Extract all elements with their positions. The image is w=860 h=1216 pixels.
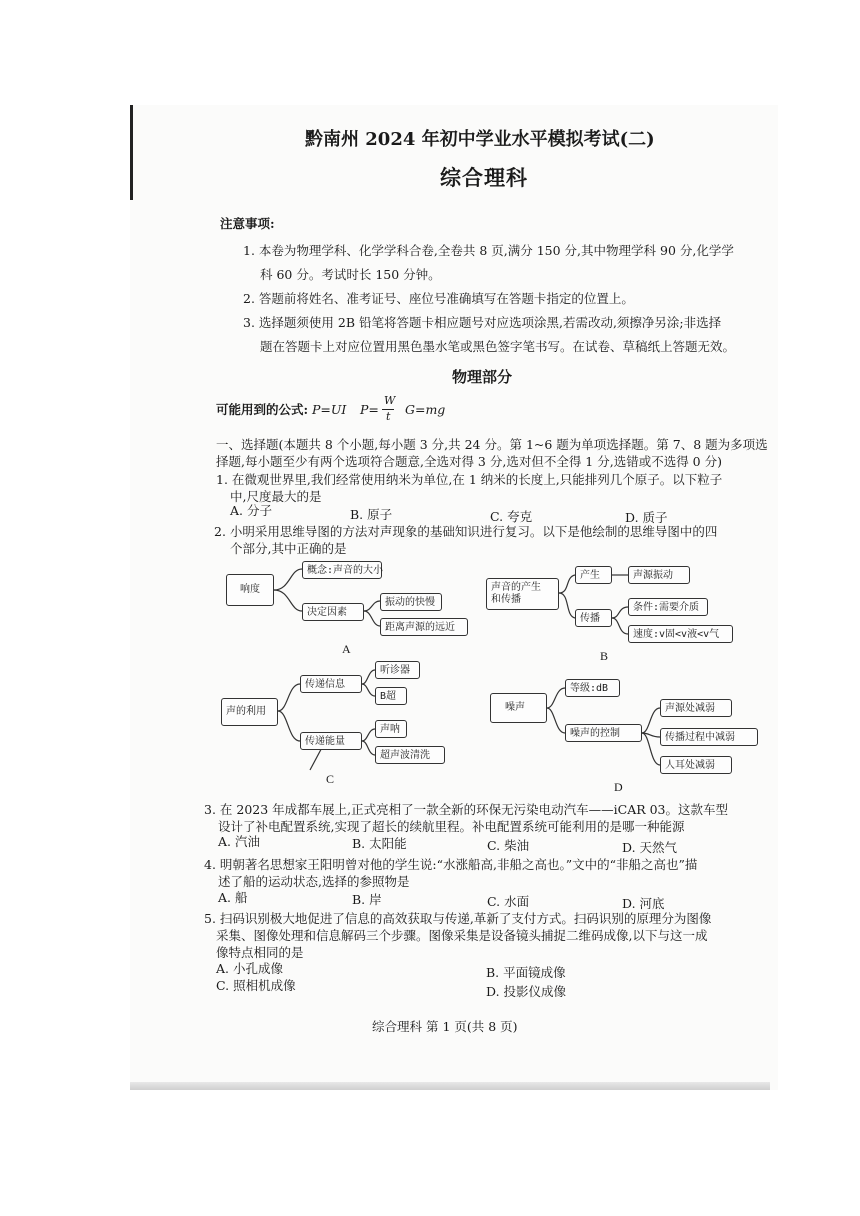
formula-gravity: G=mg bbox=[405, 402, 446, 417]
q2-stem: 个部分,其中正确的是 bbox=[230, 541, 347, 556]
q2-stem: 2. 小明采用思维导图的方法对声现象的基础知识进行复习。以下是他绘制的思维导图中的四 bbox=[214, 524, 718, 539]
mindmap-a-node: 振动的快慢 bbox=[380, 593, 442, 611]
mindmap-c-node: 传递能量 bbox=[300, 732, 362, 750]
mindmap-c-node: 传递信息 bbox=[300, 675, 362, 693]
mindmap-b-label: B bbox=[600, 649, 609, 663]
mindmap-b-node: 速度:v固<v液<v气 bbox=[628, 625, 733, 643]
mindmap-d-node: 等级:dB bbox=[565, 679, 620, 697]
q5-option-d: D. 投影仪成像 bbox=[486, 984, 567, 999]
subject-title: 综合理科 bbox=[440, 165, 528, 190]
note-line: 2. 答题前将姓名、准考证号、座位号准确填写在答题卡指定的位置上。 bbox=[243, 291, 634, 306]
mindmap-a-root: 响度 bbox=[226, 574, 274, 606]
mindmap-d-root: 噪声 bbox=[490, 693, 547, 723]
q3-option-d: D. 天然气 bbox=[622, 840, 678, 855]
q1-option-a: A. 分子 bbox=[230, 503, 272, 518]
mindmap-b-node: 声源振动 bbox=[628, 566, 690, 584]
q1-option-c: C. 夸克 bbox=[490, 509, 533, 524]
mindmap-c-node: B超 bbox=[375, 687, 407, 705]
q5-option-a: A. 小孔成像 bbox=[216, 961, 283, 976]
q3-option-a: A. 汽油 bbox=[218, 834, 260, 849]
mindmap-b-root-line: 声音的产生 bbox=[491, 582, 541, 593]
mindmap-c-node: 超声波清洗 bbox=[375, 746, 445, 764]
note-line: 1. 本卷为物理学科、化学学科合卷,全卷共 8 页,满分 150 分,其中物理学科 90 分,化学学 bbox=[243, 243, 734, 258]
q5-stem: 像特点相同的是 bbox=[216, 945, 304, 960]
mindmap-d-node: 人耳处减弱 bbox=[660, 756, 732, 774]
note-line: 3. 选择题须使用 2B 铅笔将答题卡相应题号对应选项涂黑,若需改动,须擦净另涂;非选择 bbox=[243, 315, 722, 330]
q4-option-d: D. 河底 bbox=[622, 896, 665, 911]
mindmap-a-node: 距离声源的远近 bbox=[380, 618, 468, 636]
q5-option-c: C. 照相机成像 bbox=[216, 978, 296, 993]
mindmap-b-node: 传播 bbox=[575, 609, 612, 627]
formula-numerator: W bbox=[384, 394, 396, 407]
formula-denominator: t bbox=[386, 410, 391, 423]
mindmap-b-node: 条件:需要介质 bbox=[628, 598, 708, 616]
q4-option-c: C. 水面 bbox=[487, 894, 530, 909]
q4-stem: 述了船的运动状态,选择的参照物是 bbox=[218, 874, 410, 889]
q5-stem: 5. 扫码识别极大地促进了信息的高效获取与传递,革新了支付方式。扫码识别的原理分为图像 bbox=[204, 911, 712, 926]
q5-option-b: B. 平面镜成像 bbox=[486, 965, 566, 980]
mindmap-b-root-line: 和传播 bbox=[491, 594, 521, 605]
q1-stem: 1. 在微观世界里,我们经常使用纳米为单位,在 1 纳米的长度上,只能排列几个原子。以下粒子 bbox=[216, 472, 723, 487]
formula-power-work-lhs: P= bbox=[360, 402, 379, 417]
note-line: 题在答题卡上对应位置用黑色墨水笔或黑色签字笔书写。在试卷、草稿纸上答题无效。 bbox=[260, 339, 736, 354]
mindmap-a-node: 概念:声音的大小 bbox=[302, 561, 382, 579]
mindmap-c-node: 声呐 bbox=[375, 720, 407, 738]
mindmap-a-node: 决定因素 bbox=[302, 603, 364, 621]
section1-intro: 择题,每小题至少有两个选项符合题意,全选对得 3 分,选对但不全得 1 分,选错或不选得 0 分) bbox=[216, 454, 722, 469]
q5-stem: 采集、图像处理和信息解码三个步骤。图像采集是设备镜头捕捉二维码成像,以下与这一成 bbox=[216, 928, 708, 943]
formula-label: 可能用到的公式: bbox=[216, 402, 309, 417]
mindmap-a-label: A bbox=[342, 642, 351, 656]
formula-power: P=UI bbox=[312, 402, 347, 417]
q4-option-a: A. 船 bbox=[218, 890, 248, 905]
page-footer: 综合理科 第 1 页(共 8 页) bbox=[372, 1019, 518, 1034]
mindmap-b-root bbox=[486, 578, 559, 610]
exam-title: 黔南州 2024 年初中学业水平模拟考试(二) bbox=[305, 129, 655, 150]
mindmap-b-node: 产生 bbox=[575, 566, 612, 584]
mindmap-d-node: 声源处减弱 bbox=[660, 699, 732, 717]
q3-option-c: C. 柴油 bbox=[487, 838, 530, 853]
mindmap-c-label: C bbox=[326, 772, 335, 786]
section1-intro: 一、选择题(本题共 8 个小题,每小题 3 分,共 24 分。第 1~6 题为单项选择题。第 7、8 题为多项选 bbox=[216, 437, 768, 452]
mindmap-d-node: 传播过程中减弱 bbox=[660, 728, 758, 746]
mindmap-d-node: 噪声的控制 bbox=[565, 724, 642, 742]
notes-heading: 注意事项: bbox=[220, 216, 275, 231]
q3-option-b: B. 太阳能 bbox=[352, 836, 407, 851]
physics-heading: 物理部分 bbox=[452, 368, 513, 386]
mindmap-d-label: D bbox=[614, 780, 623, 794]
mindmap-c-root: 声的利用 bbox=[221, 698, 278, 726]
q3-stem: 设计了补电配置系统,实现了超长的续航里程。补电配置系统可能利用的是哪一种能源 bbox=[218, 819, 685, 834]
q3-stem: 3. 在 2023 年成都车展上,正式亮相了一款全新的环保无污染电动汽车——iCAR 03。这款车型 bbox=[204, 802, 729, 817]
q1-stem: 中,尺度最大的是 bbox=[230, 489, 322, 504]
q1-option-b: B. 原子 bbox=[350, 507, 393, 522]
mindmap-c-node: 听诊器 bbox=[375, 661, 420, 679]
q1-option-d: D. 质子 bbox=[625, 510, 668, 525]
q4-stem: 4. 明朝著名思想家王阳明曾对他的学生说:“水涨船高,非船之高也。”文中的“非船之高也”描 bbox=[204, 857, 698, 872]
note-line: 科 60 分。考试时长 150 分钟。 bbox=[260, 267, 441, 282]
q4-option-b: B. 岸 bbox=[352, 892, 382, 907]
